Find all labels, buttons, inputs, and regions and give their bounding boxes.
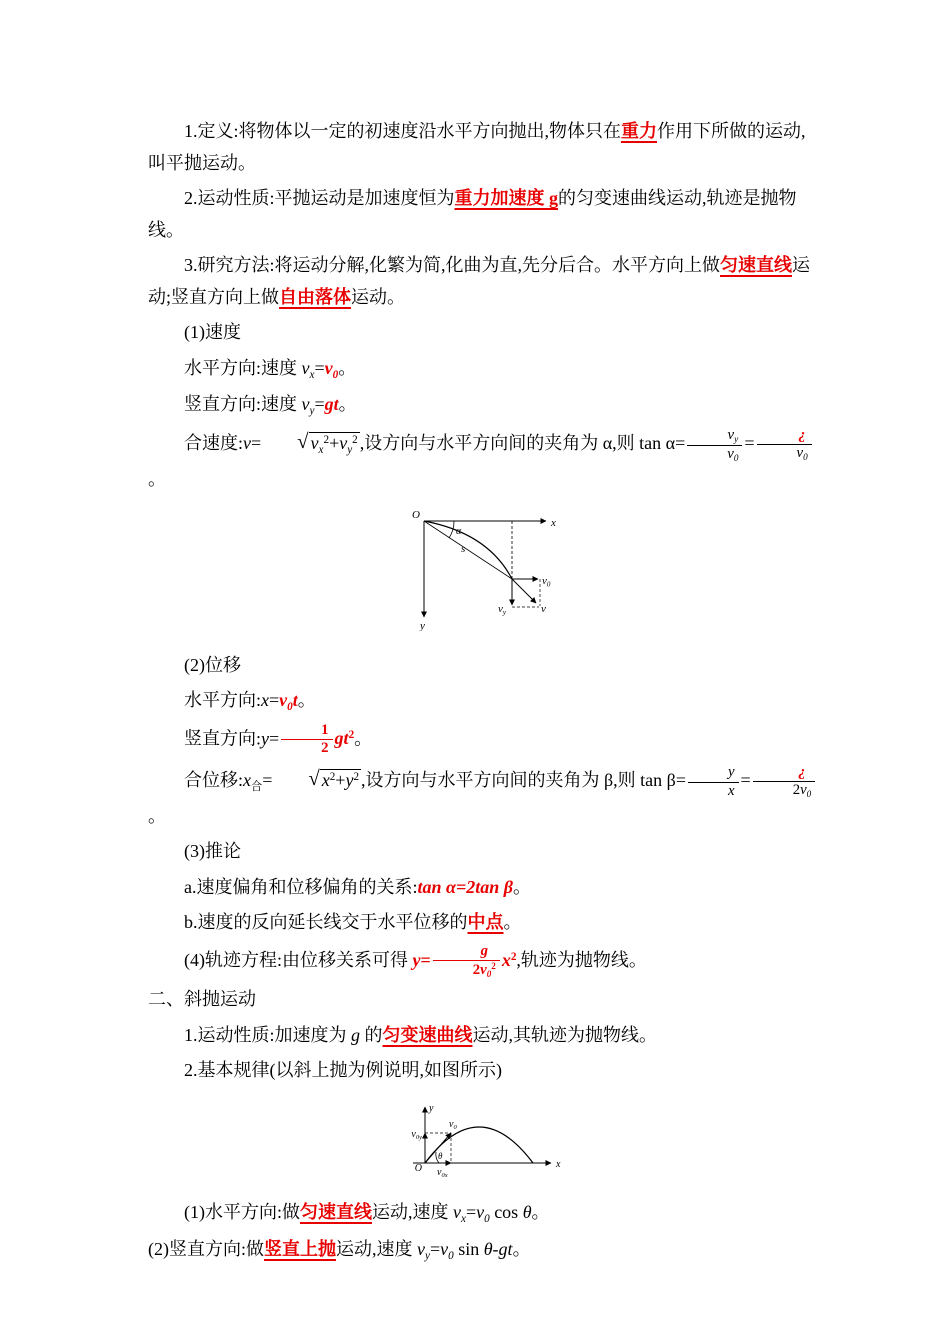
math-sub: 0 (448, 1249, 454, 1262)
math-var: v (796, 445, 804, 462)
math-var: v (301, 393, 310, 414)
math-operator: + (329, 433, 340, 454)
answer-blank-free-fall: 自由落体 (279, 286, 352, 307)
math-sub: 0 (486, 969, 492, 980)
math-sub: 0 (806, 789, 812, 800)
denominator (688, 783, 739, 801)
math-var: v (727, 445, 734, 462)
para-oblique-horizontal (148, 1197, 822, 1229)
math-operator: = (465, 1202, 477, 1223)
answer-formula-v0t (279, 690, 298, 714)
punctuation: 。 (503, 912, 522, 933)
origin-label: O (414, 1162, 422, 1174)
math-sup: 2 (491, 961, 496, 972)
text-run: (2)竖直方向:做 (148, 1238, 264, 1259)
numerator (433, 943, 500, 962)
para-oblique-rules (148, 1055, 822, 1087)
text-run: 运动;竖直方向上做 (148, 255, 810, 307)
math-var: gt (498, 1238, 513, 1259)
math-coefficient: 2 (792, 782, 801, 799)
heading-displacement (148, 650, 822, 682)
text-run: 2.基本规律(以斜上抛为例说明,如图所示) (184, 1060, 502, 1081)
x-axis-label: x (550, 517, 556, 530)
heading-velocity (148, 317, 822, 349)
math-var: x (243, 770, 252, 791)
math-var: v (324, 357, 333, 378)
text-run: 运动。 (351, 286, 406, 307)
answer-formula-v0 (324, 357, 339, 381)
math-var: v (417, 1238, 425, 1259)
math-sup: 2 (323, 434, 330, 447)
para-trajectory-equation (148, 943, 822, 981)
text-run: a.速度偏角和位移偏角的关系: (184, 876, 418, 897)
math-sub: x (309, 368, 315, 381)
para-oblique-vertical (148, 1234, 822, 1266)
origin-label: O (411, 509, 420, 522)
v0y-label: $v_{0y}$ (410, 1128, 422, 1141)
para-corollary-a (148, 872, 822, 904)
answer-formula-gt: gt (324, 393, 339, 414)
math-sub: x (461, 1213, 466, 1226)
y-axis-label: y (428, 1102, 433, 1114)
text-run: 竖直方向:速度 (184, 393, 302, 414)
math-operator: + (335, 770, 346, 791)
punctuation: 。 (531, 1202, 550, 1223)
punctuation: 。 (512, 876, 531, 897)
math-var: v (480, 962, 487, 979)
math-operator: = (429, 1238, 441, 1259)
theta-label: θ (437, 1150, 442, 1161)
math-sup: 2 (353, 771, 360, 784)
denominator (433, 961, 500, 980)
para-displacement-vertical (148, 722, 822, 758)
math-var: x (501, 949, 511, 970)
math-operator: = (251, 433, 262, 454)
math-var: v (800, 782, 807, 799)
answer-blank-midpoint: 中点 (467, 912, 504, 933)
text-run: ,轨迹为抛物线。 (516, 949, 647, 970)
math-operator: = (740, 770, 751, 791)
punctuation: 。 (512, 1238, 531, 1259)
radical-sign: √ (308, 768, 320, 791)
math-operator: = (314, 357, 325, 378)
angle-arc (449, 521, 454, 538)
text-run: 作用下所做的运动,叫平抛运动。 (148, 121, 806, 173)
punctuation: 。 (297, 690, 316, 711)
denominator (687, 446, 742, 464)
v-vector (512, 579, 536, 603)
answer-blank-gravity-acceleration: 重力加速度 g (454, 188, 558, 208)
para-corollary-b (148, 907, 822, 939)
para-oblique-property (148, 1020, 822, 1052)
v-label: v (540, 603, 546, 616)
figure-horizontal-projectile (148, 507, 822, 642)
fraction-vy-over-v0 (687, 427, 742, 464)
math-function: sin (453, 1238, 484, 1259)
v0x-label: $v_{0x}$ (436, 1166, 448, 1179)
fraction-g-over-2v02 (433, 943, 500, 981)
text-run: (1)水平方向:做 (184, 1202, 300, 1223)
text-run: ,设方向与水平方向间的夹角为 β,则 tan β= (361, 770, 686, 791)
radical-sign: √ (297, 431, 309, 454)
answer-formula-half-gt2 (279, 721, 355, 757)
text-run: 运动,速度 (372, 1202, 453, 1223)
para-motion-property (148, 183, 822, 246)
math-var: gt (334, 728, 349, 749)
answer-blank-uniform-linear: 匀速直线 (720, 255, 792, 275)
numerator: 1 (281, 722, 332, 741)
math-sub: 合 (251, 781, 263, 794)
math-var: v (453, 1202, 461, 1223)
math-var: g (351, 1024, 361, 1045)
math-sub: 0 (332, 368, 339, 381)
math-var: θ (522, 1202, 532, 1223)
heading-oblique-projectile (148, 984, 822, 1016)
answer-blank-uniformly-varied-curve: 匀变速曲线 (382, 1024, 473, 1045)
math-var: v (301, 357, 310, 378)
fraction-one-half (281, 722, 332, 758)
math-sup: 2 (348, 728, 355, 741)
numerator (688, 764, 739, 783)
math-operator: = (262, 770, 273, 791)
text-run: 竖直方向: (184, 728, 262, 749)
math-var: v (476, 1202, 485, 1223)
math-var: x (261, 690, 270, 711)
math-var: g (480, 942, 488, 959)
math-operator: = (269, 690, 280, 711)
alpha-label: α (455, 526, 461, 538)
math-var: v (727, 426, 735, 443)
math-sub: 0 (733, 452, 739, 463)
displacement-line (424, 521, 512, 579)
para-research-method (148, 250, 822, 313)
text-run: 二、斜抛运动 (148, 989, 256, 1010)
text-run: 3.研究方法:将运动分解,化繁为简,化曲为直,先分后合。水平方向上做 (184, 255, 720, 275)
math-sub: y (309, 404, 315, 417)
radicand (320, 769, 361, 790)
denominator (757, 445, 812, 463)
math-var: t (292, 690, 298, 711)
math-operator: - (492, 1238, 499, 1259)
equation-placeholder: ¿ (798, 426, 806, 443)
math-var: v (243, 433, 252, 454)
math-sup: 2 (510, 950, 517, 963)
math-var: v (279, 690, 288, 711)
para-displacement-resultant (148, 762, 822, 832)
math-operator: = (420, 949, 431, 970)
punctuation: 。 (338, 393, 357, 414)
text-run: 水平方向:速度 (184, 357, 302, 378)
text-run: 运动,速度 (336, 1238, 417, 1259)
punctuation: 。 (338, 357, 357, 378)
para-definition (148, 116, 822, 179)
text-run: 合速度: (184, 433, 244, 454)
equation-placeholder: ¿ (798, 763, 806, 780)
math-var: y (345, 770, 354, 791)
text-run: 合位移: (184, 770, 244, 791)
text-run: 1.运动性质:加速度为 (184, 1024, 352, 1045)
math-sup: 2 (329, 771, 336, 784)
radicand (309, 432, 360, 457)
text-run: 水平方向: (184, 690, 262, 711)
para-velocity-resultant (148, 425, 822, 495)
math-var: v (440, 1238, 449, 1259)
answer-blank-vertical-throw: 竖直上抛 (264, 1238, 336, 1259)
text-run: 的匀变速曲线运动,轨迹是抛物线。 (148, 188, 797, 240)
math-var: y (412, 949, 421, 970)
para-velocity-vertical (148, 389, 822, 421)
answer-blank-gravity: 重力 (621, 121, 657, 141)
math-operator: = (269, 728, 280, 749)
text-run: 2.运动性质:平抛运动是加速度恒为 (184, 188, 455, 208)
answer-formula-tan-relation: tan α=2tan β (417, 876, 513, 897)
math-sub: x (318, 444, 324, 457)
denominator (753, 782, 816, 800)
y-axis-label: y (419, 620, 425, 632)
math-sup: 2 (352, 434, 358, 447)
punctuation: 。 (148, 468, 166, 489)
v0-label: $v_0$ (448, 1118, 457, 1131)
math-var: v (310, 433, 319, 454)
math-var: v (339, 433, 348, 454)
math-var: y (261, 728, 270, 749)
v0-label: $v_0$ (541, 575, 550, 589)
math-sub: 0 (287, 701, 293, 714)
math-var: x (321, 770, 330, 791)
figure-oblique-projectile (148, 1099, 822, 1190)
text-run: ,设方向与水平方向间的夹角为 α,则 tan α= (359, 433, 686, 454)
math-var: x (727, 782, 735, 799)
fraction-placeholder-over-2v0 (753, 764, 816, 801)
numerator (687, 427, 742, 446)
text-run: (1)速度 (184, 322, 241, 342)
punctuation: 。 (354, 728, 373, 749)
fraction-placeholder-over-v0 (757, 427, 812, 464)
math-sub: y (347, 444, 353, 457)
x-axis-label: x (555, 1158, 560, 1170)
denominator: 2 (321, 740, 329, 757)
math-sub: y (425, 1249, 430, 1262)
math-operator: = (314, 393, 325, 414)
text-run: (2)位移 (184, 654, 241, 675)
numerator (753, 764, 816, 783)
heading-corollary (148, 836, 822, 868)
fraction-y-over-x (688, 764, 739, 800)
answer-blank-uniform-linear-2: 匀速直线 (300, 1202, 372, 1223)
math-operator: = (744, 433, 755, 454)
text-run: 1.定义:将物体以一定的初速度沿水平方向抛出,物体只在 (184, 121, 621, 141)
math-function: cos (489, 1202, 523, 1223)
para-displacement-horizontal (148, 685, 822, 717)
para-velocity-horizontal (148, 353, 822, 385)
text-run: 的 (360, 1024, 383, 1045)
answer-formula-trajectory (412, 942, 517, 980)
math-sub: y (734, 433, 739, 444)
text-run: (3)推论 (184, 841, 241, 862)
math-var: y (727, 763, 735, 780)
text-run: (4)轨迹方程:由位移关系可得 (184, 949, 413, 970)
text-run: b.速度的反向延长线交于水平位移的 (184, 912, 468, 933)
text-run: 运动,其轨迹为抛物线。 (472, 1024, 658, 1045)
math-var: θ (483, 1238, 493, 1259)
punctuation: 。 (148, 805, 166, 826)
math-coefficient: 2 (472, 962, 481, 979)
vy-label: $v_y$ (497, 603, 506, 617)
math-sub: 0 (803, 452, 808, 463)
math-sub: 0 (484, 1213, 490, 1226)
displacement-label: s (460, 543, 465, 556)
numerator (757, 427, 812, 446)
